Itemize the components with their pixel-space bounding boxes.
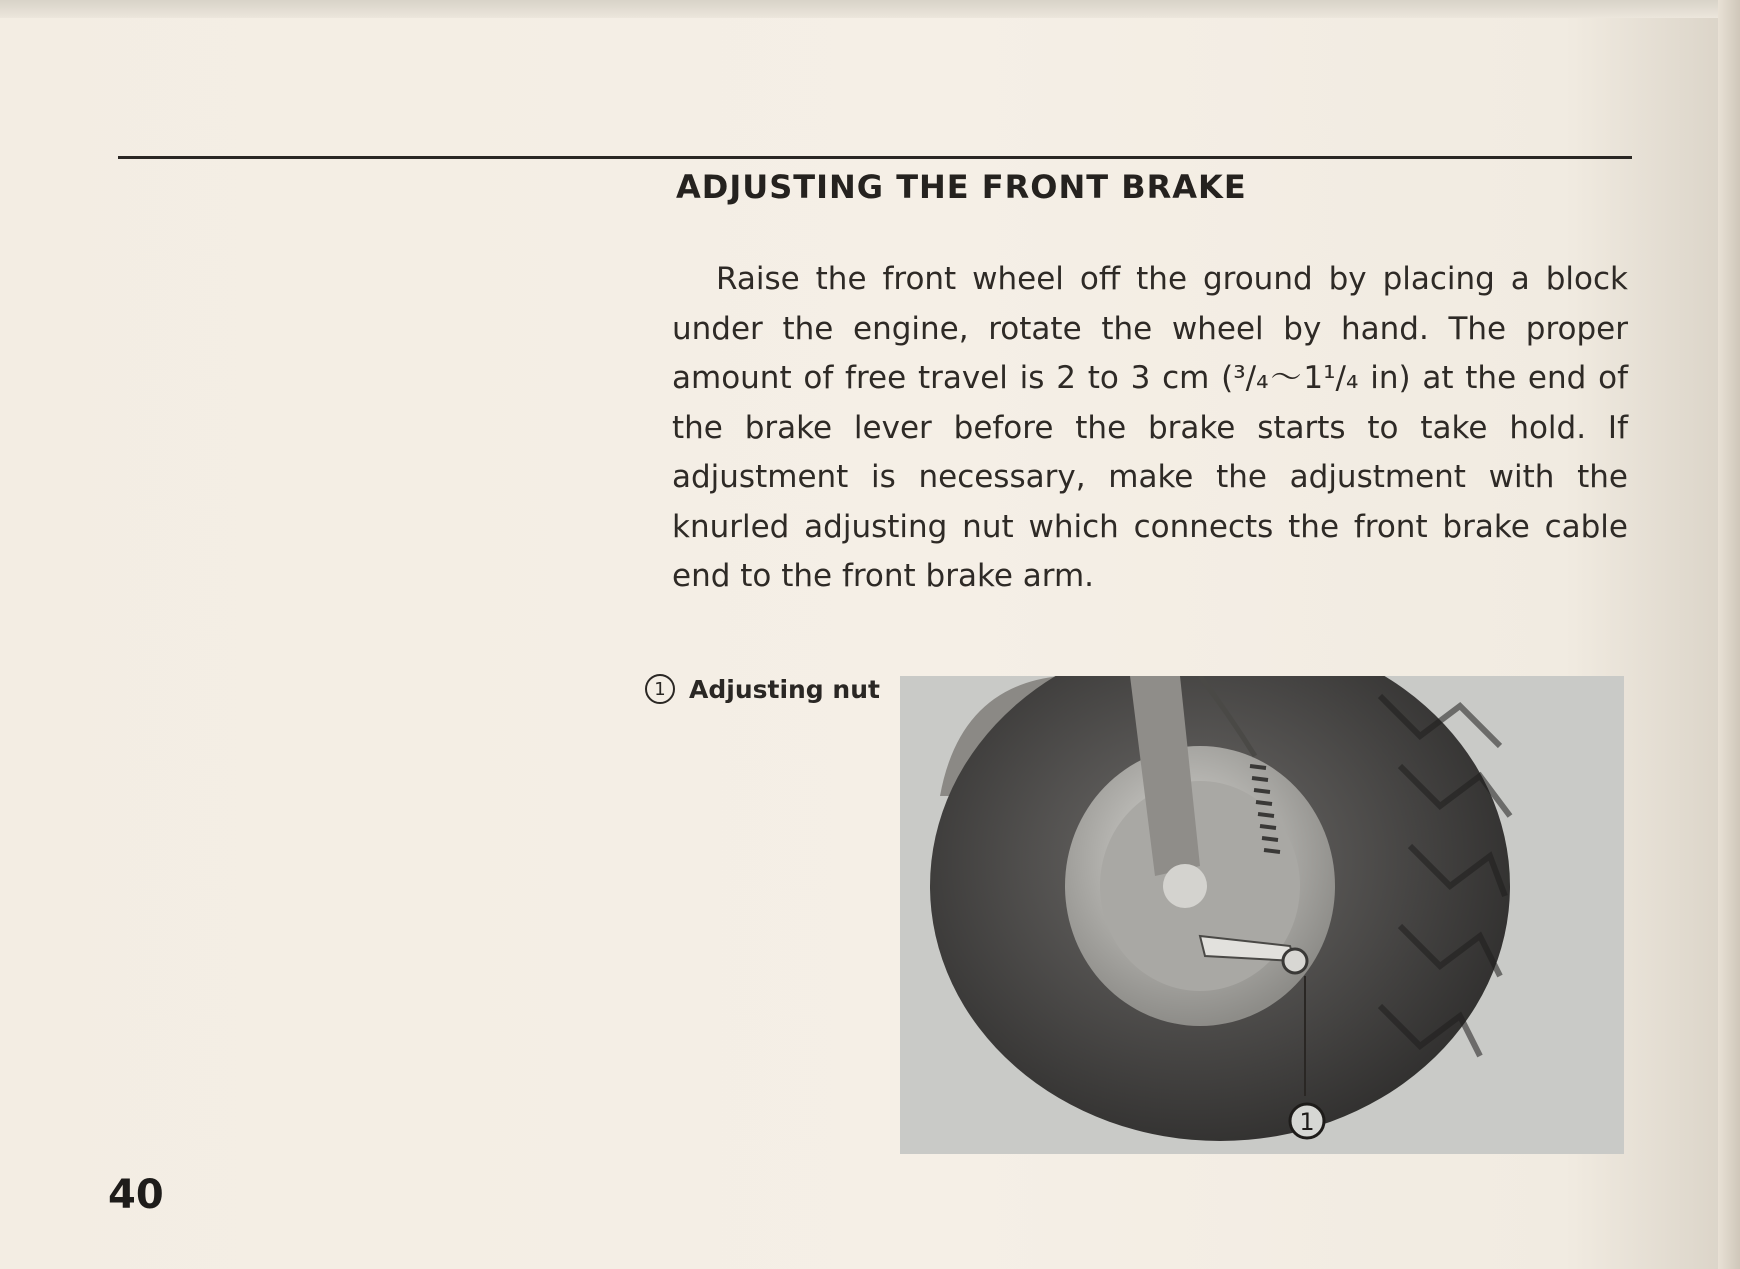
callout-number: 1 bbox=[1299, 1108, 1315, 1136]
instruction-text: Raise the front wheel off the ground by placing a block under the engine, rotate the wheel by hand. The proper amount of free travel is 2 to 3 cm (³/₄～1¹/₄ in) at the end of the brake lever before the brake starts to take hold. If adjustment is necessary, make the adjustment with the knurled adjusting nut which connects the front brake cable end to the front brake arm. bbox=[672, 261, 1628, 594]
wheel-illustration bbox=[900, 676, 1624, 1154]
caption-label: Adjusting nut bbox=[689, 674, 880, 704]
header-rule bbox=[118, 156, 1632, 159]
page-right-edge bbox=[1718, 0, 1740, 1269]
front-wheel-photo bbox=[900, 676, 1624, 1154]
section-title: ADJUSTING THE FRONT BRAKE bbox=[676, 168, 1247, 206]
caption-number-badge: 1 bbox=[645, 674, 675, 704]
figure-caption bbox=[645, 674, 880, 704]
adjusting-nut bbox=[1283, 949, 1307, 973]
page-number: 40 bbox=[108, 1172, 164, 1218]
page-top-edge bbox=[0, 0, 1740, 18]
instruction-paragraph bbox=[672, 255, 1628, 602]
